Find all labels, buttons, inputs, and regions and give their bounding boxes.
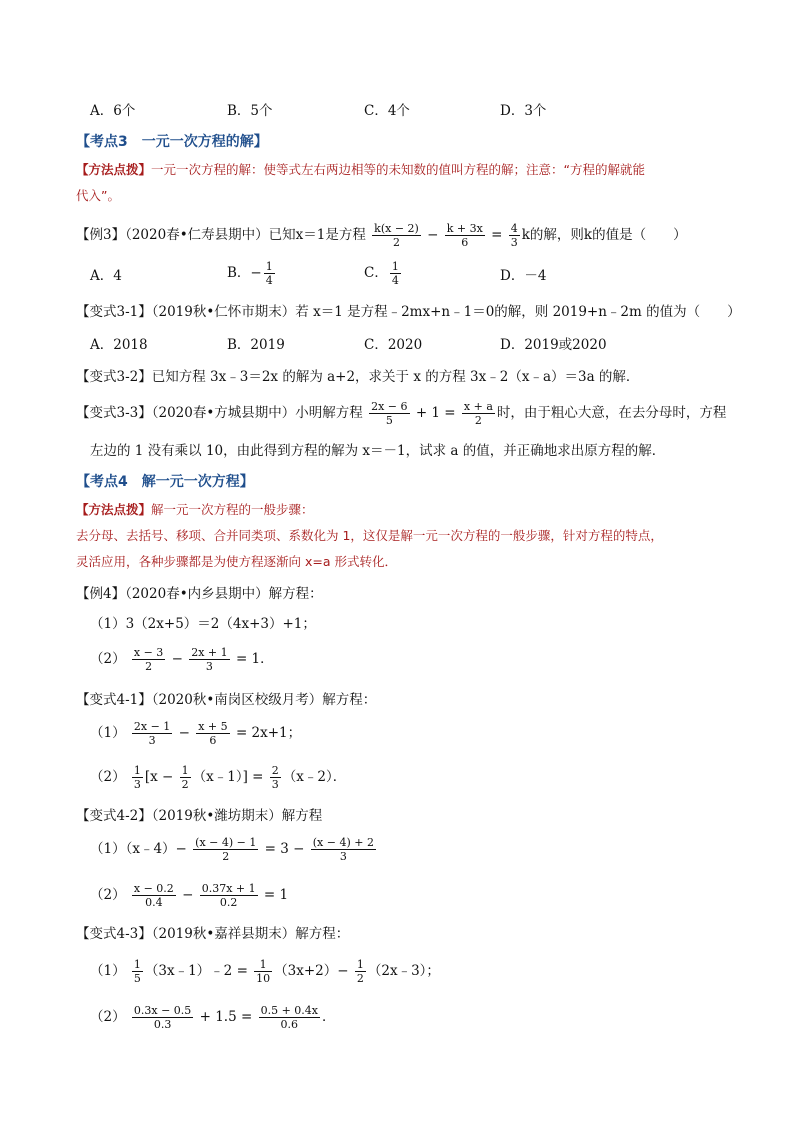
section-4-tip-line2: 去分母、去括号、移项、合并同类项、系数化为 1，这仅是解一元一次方程的一般步骤，针对方程的特点，: [76, 528, 663, 543]
v31-option-a: A．2018: [90, 337, 148, 353]
variant-4-3-part2: （2） $\frac{0.3x - 0.5}{0.3}$ + 1.5 = $\frac{0.5 + 0.4x}{0.6}$ ．: [90, 1004, 336, 1031]
variant-4-3-head: 【变式4-3】（2019秋•嘉祥县期末）解方程：: [76, 926, 350, 942]
v31-option-c: C．2020: [364, 337, 423, 353]
variant-3-3: 【变式3-3】（2020春•方城县期中）小明解方程 $\frac{2x - 6}{5}$ + 1 = $\frac{x + a}{2}$ 时，由于粗心大意，在去分母时，方程: [76, 400, 727, 427]
example-tail: k的解，则k的值是（ ）: [521, 227, 687, 243]
example-source: （2020春•仁寿县期中）已知: [125, 227, 296, 243]
option-d: D．3个: [500, 103, 547, 119]
section-4-tip-line1: 【方法点拨】解一元一次方程的一般步骤：: [76, 502, 314, 517]
ex3-option-a: A．4: [90, 268, 122, 284]
section-4-title: 【考点4 解一元一次方程】: [76, 474, 254, 490]
example-4-part2: （2） $\frac{x - 3}{2}$ − $\frac{2x + 1}{3}$ = 1．: [90, 646, 274, 673]
tip-text: 一元一次方程的解：使等式左右两边相等的未知数的值叫方程的解；注意：“方程的解就能: [151, 162, 645, 177]
option-b: B．5个: [227, 103, 273, 119]
v31-option-d: D．2019或2020: [500, 337, 607, 353]
option-a: A．6个: [90, 103, 136, 119]
example-condition: x＝1是方程: [295, 227, 366, 243]
ex3-option-c: C． $\frac{1}{4}$: [364, 260, 399, 287]
example-label: 【例3】: [76, 227, 126, 243]
variant-4-1-part2: （2） $\frac{1}{3}$ [x − $\frac{1}{2}$ （x﹣1）] = $\frac{2}{3}$ （x﹣2）．: [90, 764, 347, 791]
ex3-option-b: B．− $\frac{1}{4}$: [227, 260, 273, 287]
fraction: $\frac{k(x - 2)}{2}$: [374, 222, 419, 249]
section-3-title: 【考点3 一元一次方程的解】: [76, 134, 268, 150]
variant-4-2-head: 【变式4-2】（2019秋•潍坊期末）解方程: [76, 808, 323, 824]
example-4-head: 【例4】（2020春•内乡县期中）解方程：: [76, 586, 323, 602]
variant-4-3-part1: （1） $\frac{1}{5}$ （3x﹣1）﹣2 = $\frac{1}{10}$ （3x+2）− $\frac{1}{2}$ （2x﹣3）；: [90, 958, 440, 985]
fraction: $\frac{4}{3}$: [510, 222, 518, 249]
variant-3-2: 【变式3-2】已知方程 3x﹣3＝2x 的解为 a+2，求关于 x 的方程 3x﹣2（x﹣a）＝3a 的解．: [76, 369, 640, 385]
v31-option-b: B．2019: [227, 337, 285, 353]
fraction: $\frac{x + a}{2}$: [463, 400, 493, 427]
example-3: [76, 222, 687, 249]
section-4-tip-line3: 灵活应用，各种步骤都是为使方程逐渐向 x=a 形式转化．: [76, 554, 397, 569]
operator: =: [491, 227, 503, 243]
variant-4-2-part1: （1）（x﹣4）− $\frac{(x - 4) - 1}{2}$ = 3 − $\frac{(x - 4) + 2}{3}$: [90, 836, 374, 863]
option-c: C．4个: [364, 103, 410, 119]
fraction: $\frac{k + 3x}{6}$: [446, 222, 483, 249]
variant-4-1-head: 【变式4-1】（2020秋•南岗区校级月考）解方程：: [76, 692, 377, 708]
operator: −: [427, 227, 439, 243]
section-3-tip-line1: [76, 160, 645, 180]
variant-3-1: 【变式3-1】（2019秋•仁怀市期末）若 x＝1 是方程﹣2mx+n﹣1＝0的解，则 2019+n﹣2m 的值为（ ）: [76, 304, 741, 320]
example-4-part1: （1）3（2x+5）＝2（4x+3）+1；: [90, 616, 316, 632]
ex3-option-d: D．－4: [500, 268, 547, 284]
variant-4-1-part1: （1） $\frac{2x - 1}{3}$ − $\frac{x + 5}{6}$ = 2x+1；: [90, 720, 302, 747]
tip-label: 【方法点拨】: [76, 162, 152, 177]
variant-3-3-line2: 左边的 1 没有乘以 10，由此得到方程的解为 x＝－1，试求 a 的值，并正确地求出原方程的解．: [90, 443, 666, 459]
variant-4-2-part2: （2） $\frac{x - 0.2}{0.4}$ − $\frac{0.37x + 1}{0.2}$ = 1: [90, 882, 289, 909]
section-3-tip-line2: 代入”。: [76, 188, 120, 203]
fraction: $\frac{2x - 6}{5}$: [371, 400, 408, 427]
